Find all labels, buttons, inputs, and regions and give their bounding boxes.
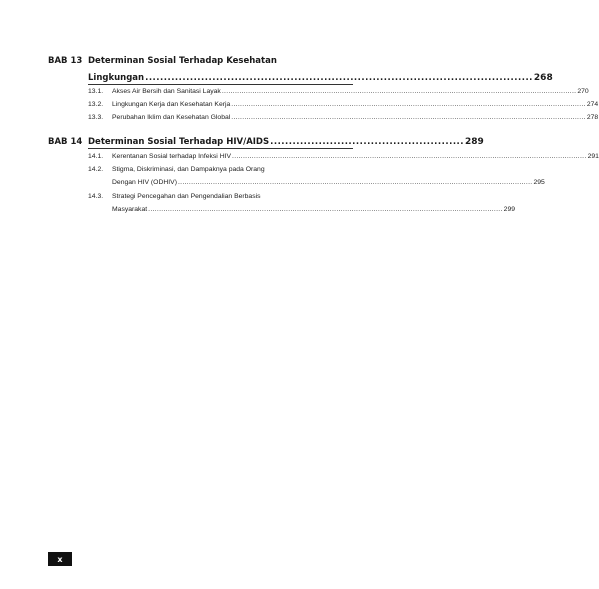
chapter-title-cont: Lingkungan (88, 73, 145, 83)
leader-dots: .................................................................................................................................................................. (231, 101, 586, 108)
section-title: Perubahan Iklim dan Kesehatan Global (112, 114, 231, 121)
section-page: 295 (533, 179, 545, 186)
section-page: 291 (587, 153, 599, 160)
section-title-cont: Dengan HIV (ODHIV) (112, 179, 177, 186)
section-title: Stigma, Diskriminasi, dan Dampaknya pada Orang (112, 166, 265, 173)
section-number: 14.3. (88, 193, 104, 200)
leader-dots: .................................................................................................................................................................. (177, 179, 533, 186)
section-title: Kerentanan Sosial terhadap Infeksi HIV (112, 153, 232, 160)
section-number: 13.1. (88, 88, 104, 95)
chapter-page: 289 (465, 137, 484, 147)
chapter-label: BAB 13 (48, 56, 83, 66)
section-title: Akses Air Bersih dan Sanitasi Layak (112, 88, 221, 95)
section-page: 278 (586, 114, 599, 121)
leader-dots: .................................................................................................................................................................. (148, 206, 503, 213)
leader-dots: .................................................................................................................................................................. (231, 114, 586, 121)
section-page: 274 (586, 101, 599, 108)
section-title: Strategi Pencegahan dan Pengendalian Berbasis (112, 193, 261, 200)
section-page: 299 (503, 206, 516, 213)
section-title: Lingkungan Kerja dan Kesehatan Kerja (112, 101, 231, 108)
leader-dots: .................................................................................................................................................................. (232, 153, 587, 160)
page-number: x (48, 552, 72, 566)
chapter-label: BAB 14 (48, 137, 83, 147)
section-number: 14.1. (88, 153, 104, 160)
chapter-title: Determinan Sosial Terhadap Kesehatan (88, 56, 277, 66)
chapter-title: Determinan Sosial Terhadap HIV/AIDS (88, 137, 270, 147)
leader-dots: .................................................... (270, 137, 465, 147)
chapter-page: 268 (533, 73, 553, 83)
section-number: 13.2. (88, 101, 104, 108)
section-number: 14.2. (88, 166, 104, 173)
section-number: 13.3. (88, 114, 104, 121)
section-title-cont: Masyarakat (112, 206, 148, 213)
chapter-rule (88, 148, 353, 149)
section-page: 270 (577, 88, 589, 95)
chapter-rule (88, 84, 353, 85)
leader-dots: ........................................................................................................ (145, 73, 533, 83)
leader-dots: .................................................................................................................................................................. (221, 88, 577, 95)
